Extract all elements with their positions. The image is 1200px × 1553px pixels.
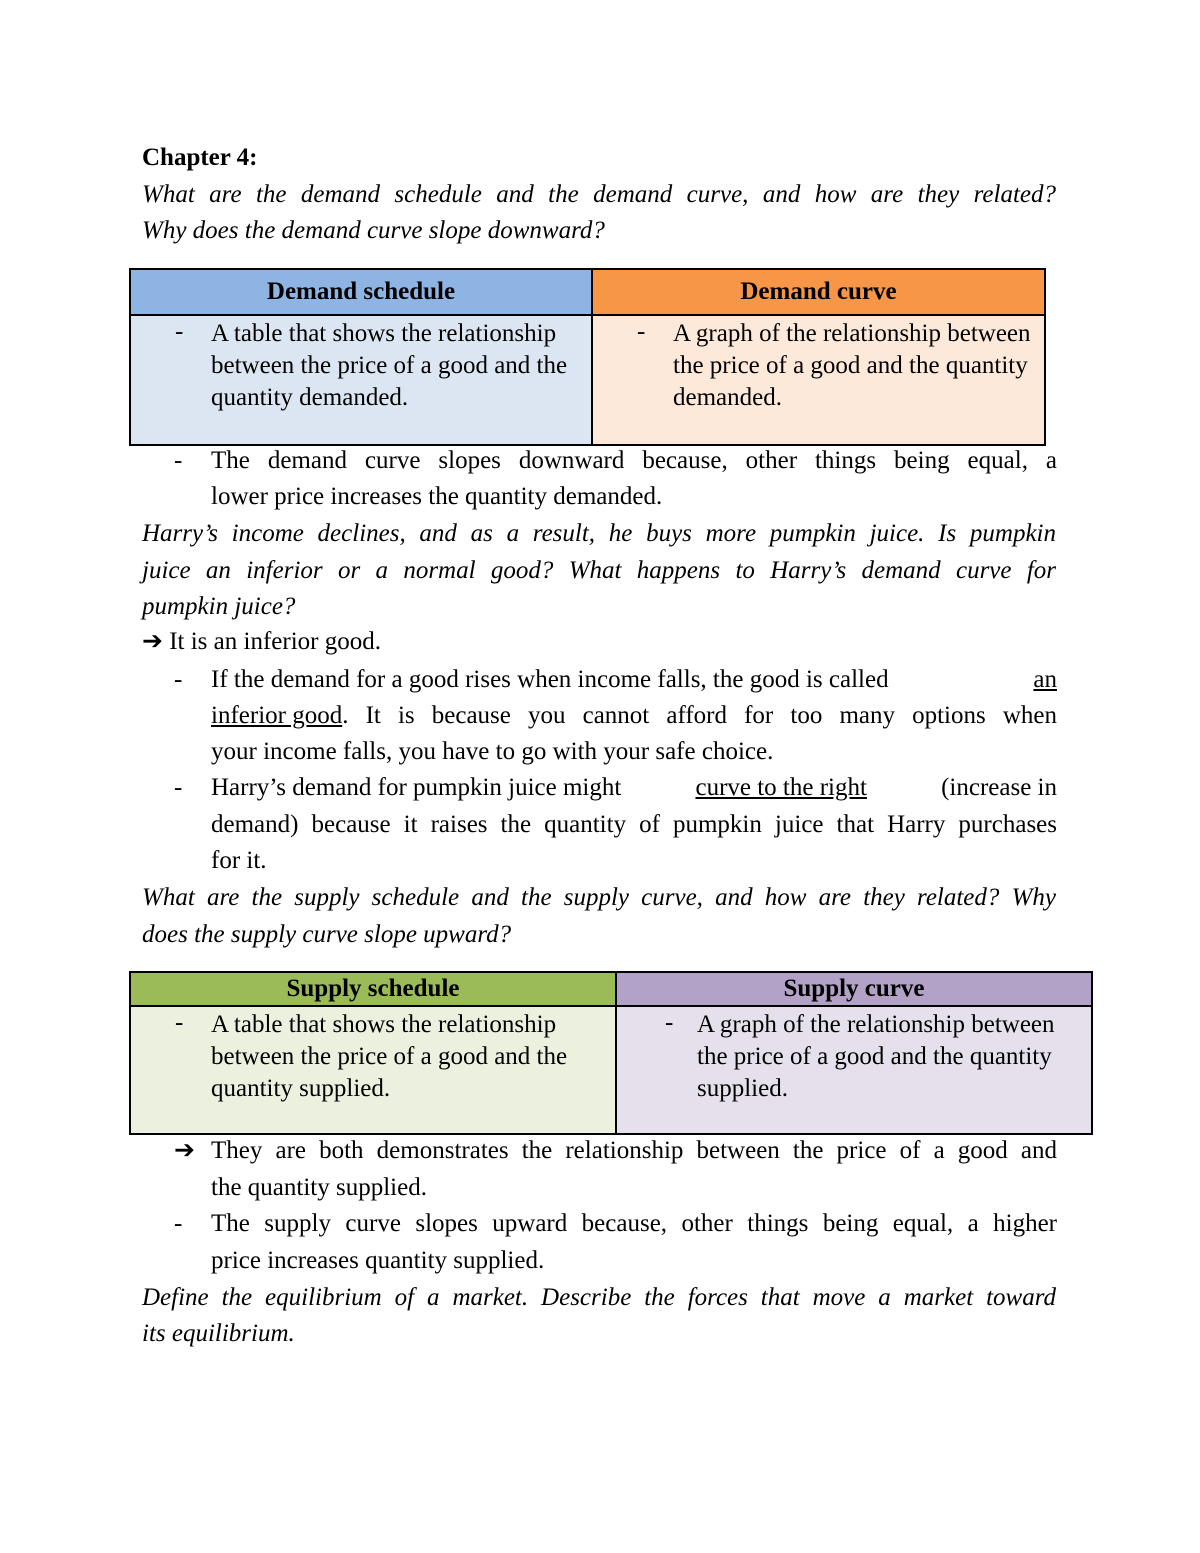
both-point-line1: They are both demonstrates the relationship between the price of a good and: [211, 1137, 1057, 1164]
demand-schedule-cell: [130, 315, 592, 445]
question-harry-line1: Harry’s income declines, and as a result, he buys more pumpkin juice. Is pumpkin: [142, 520, 1056, 547]
demand-slope-line1: The demand curve slopes downward because, other things being equal, a: [211, 447, 1057, 474]
question-supply-line2: does the supply curve slope upward?: [142, 921, 512, 948]
demand-curve-cell: [592, 315, 1045, 445]
inferior-point-line2-text: . It is because you cannot afford for too many options when: [342, 702, 1057, 729]
supply-schedule-dash: -: [175, 1009, 184, 1036]
question-demand-line2: Why does the demand curve slope downward?: [142, 217, 605, 244]
question-equilibrium-line1: Define the equilibrium of a market. Describe the forces that move a market toward: [142, 1284, 1056, 1311]
demand-curve-dash: -: [637, 318, 646, 345]
answer-inferior: [142, 624, 381, 660]
supply-curve-definition: A graph of the relationship between the price of a good and the quantity supplied.: [697, 1011, 1055, 1102]
inferior-point-line3: your income falls, you have to go with your safe choice.: [211, 738, 774, 765]
both-point-line2: the quantity supplied.: [211, 1174, 427, 1201]
chapter-title: Chapter 4:: [142, 144, 258, 171]
question-harry-line2: juice an inferior or a normal good? What happens to Harry’s demand curve for: [142, 557, 1056, 584]
arrow-icon: ➔: [142, 628, 163, 655]
supply-curve-header: Supply curve: [616, 972, 1092, 1006]
demand-schedule-header: Demand schedule: [130, 269, 592, 315]
supply-curve-cell: [616, 1006, 1092, 1134]
supply-schedule-definition: A table that shows the relationship between the price of a good and the quantity supplied.: [211, 1011, 568, 1102]
question-supply-line1: What are the supply schedule and the supply curve, and how are they related? Why: [142, 884, 1056, 911]
harry-point-line1-text: Harry’s demand for pumpkin juice might: [211, 774, 622, 801]
harry-point-term: curve to the right: [695, 774, 867, 801]
inferior-point-term-an: an: [1033, 666, 1057, 693]
inferior-point-line1-text: If the demand for a good rises when income falls, the good is called: [211, 666, 889, 693]
demand-curve-definition: A graph of the relationship between the price of a good and the quantity demanded.: [673, 320, 1031, 411]
inferior-point-line2: [211, 698, 1057, 734]
supply-schedule-cell: [130, 1006, 616, 1134]
answer-inferior-text: It is an inferior good.: [169, 628, 381, 655]
supply-slope-line2: price increases quantity supplied.: [211, 1247, 545, 1274]
question-equilibrium-line2: its equilibrium.: [142, 1320, 295, 1347]
question-demand-line1: What are the demand schedule and the demand curve, and how are they related?: [142, 181, 1056, 208]
harry-point-dash: -: [174, 774, 183, 801]
both-point-arrow-icon: ➔: [174, 1137, 195, 1164]
harry-point-line1: [211, 770, 1057, 806]
harry-point-line3: for it.: [211, 847, 267, 874]
demand-slope-dash: -: [174, 447, 183, 474]
inferior-point-term: inferior good: [211, 702, 343, 729]
inferior-point-dash: -: [174, 666, 183, 693]
supply-curve-dash: -: [665, 1009, 674, 1036]
harry-point-line1-end: (increase in: [941, 774, 1057, 801]
demand-schedule-dash: -: [175, 318, 184, 345]
supply-slope-dash: -: [174, 1210, 183, 1237]
inferior-point-line1: [211, 662, 1057, 698]
demand-schedule-definition: A table that shows the relationship between the price of a good and the quantity demanded.: [211, 320, 568, 411]
supply-table: [129, 971, 1093, 1135]
demand-curve-header: Demand curve: [592, 269, 1045, 315]
supply-slope-line1: The supply curve slopes upward because, other things being equal, a higher: [211, 1210, 1057, 1237]
harry-point-line2: demand) because it raises the quantity of pumpkin juice that Harry purchases: [211, 811, 1057, 838]
supply-schedule-header: Supply schedule: [130, 972, 616, 1006]
question-harry-line3: pumpkin juice?: [142, 593, 296, 620]
demand-table: [129, 268, 1046, 446]
demand-slope-line2: lower price increases the quantity demanded.: [211, 483, 663, 510]
